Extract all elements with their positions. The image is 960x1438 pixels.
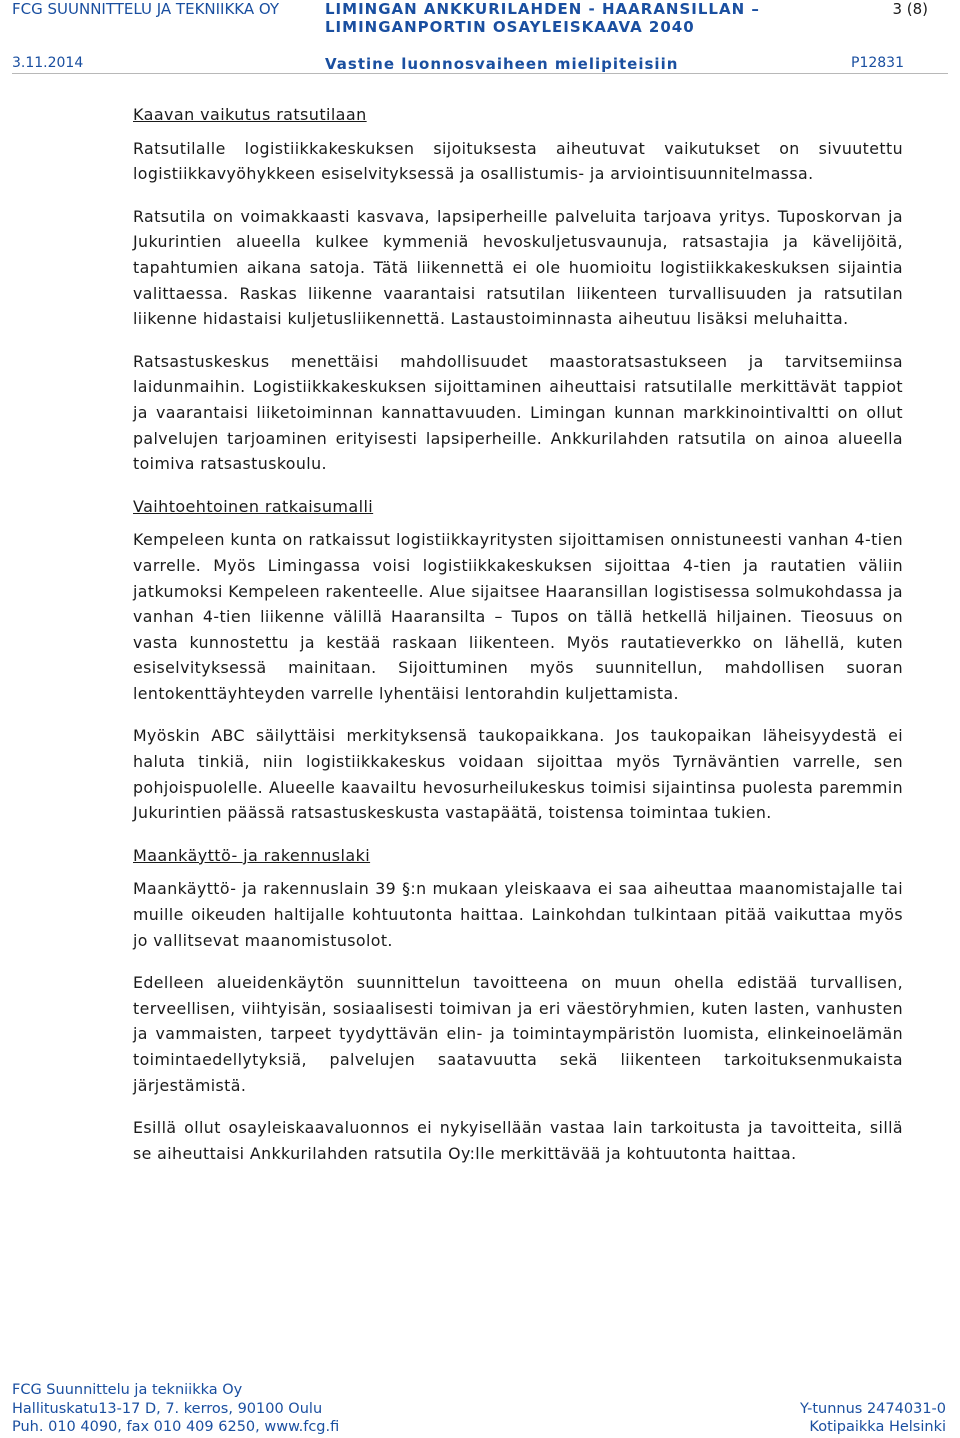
- page-footer: [0, 1382, 960, 1438]
- paragraph: Ratsutila on voimakkaasti kasvava, lapsiperheille palveluita tarjoava yritys. Tuposkorvan ja Jukurintien alueella kulkee kymmeniä hevoskuljetusvaunuja, ratsastajia ja kävelijöitä, tapahtumien aikana satoja. Tätä liikennettä ei ole huomioitu logistiikkakeskuksen sijaintia valittaessa. Raskas liikenne vaarantaisi ratsutilan liikenteen turvallisuuden ja ratsutilan liikenne hidastaisi kuljetusliikennettä. Lastaustoiminnasta aiheutuu lisäksi meluhaitta.: [133, 206, 903, 329]
- footer-domicile: Kotipaikka Helsinki: [809, 1419, 946, 1435]
- header-subtitle: Vastine luonnosvaiheen mielipiteisiin: [325, 55, 679, 73]
- paragraph: Esillä ollut osayleiskaavaluonnos ei nykyisellään vastaa lain tarkoitusta ja tavoitteita, sillä se aiheuttaisi Ankkurilahden ratsutila Oy:lle merkittävää ja kohtuutonta haittaa.: [133, 1118, 903, 1163]
- header-date: 3.11.2014: [12, 55, 84, 71]
- page-header: [0, 0, 960, 72]
- paragraph: Kempeleen kunta on ratkaissut logistiikkayritysten sijoittamisen onnistuneesti vanhan 4-tien varrelle. Myös Limingassa voisi logistiikkakeskuksen sijoittaa 4-tien ja rautatien väliin jatkumoksi Kempeleen rakenteelle. Alue sijaitsee Haaransillan logistisessa solmukohdassa ja vanhan 4-tien liikenne välillä Haaransilta – Tupos on tällä hetkellä hiljainen. Tieosuus on vasta kunnostettu ja kestää raskaan liikenteen. Myös rautatieverkko on lähellä, kuten esiselvityksessä mainitaan. Sijoittuminen myös suunnitellun, mahdollisen suoran lentokenttäyhteyden varrelle lyhentäisi lentorahdin kuljettamista.: [133, 530, 903, 703]
- section-heading: Vaihtoehtoinen ratkaisumalli: [133, 496, 374, 516]
- paragraph: Maankäyttö- ja rakennuslain 39 §:n mukaan yleiskaava ei saa aiheuttaa maanomistajalle tai muille oikeuden haltijalle kohtuutonta haittaa. Lainkohdan tulkintaan pitää vaikuttaa myös jo vallitsevat maanomistusolot.: [133, 879, 903, 950]
- header-project-line2: LIMINGANPORTIN OSAYLEISKAAVA 2040: [325, 18, 695, 36]
- header-divider: [12, 73, 948, 74]
- footer-company: FCG Suunnittelu ja tekniikka Oy: [12, 1382, 243, 1398]
- paragraph: Ratsastuskeskus menettäisi mahdollisuudet maastoratsastukseen ja tarvitsemiinsa laidunmaihin. Logistiikkakeskuksen sijoittaminen aiheuttaisi ratsutilalle merkittävät tappiot ja vaarantaisi liiketoiminnan kannattavuuden. Limingan kunnan markkinointivaltti on ollut palvelujen tarjoaminen erityisesti lapsiperheille. Ankkurilahden ratsutila on ainoa alueella toimiva ratsastuskoulu.: [133, 351, 903, 474]
- paragraph: Edelleen alueidenkäytön suunnittelun tavoitteena on muun ohella edistää turvallisen, terveellisen, viihtyisän, sosiaalisesti toimivan ja eri väestöryhmien, kuten lasten, vanhusten ja vammaisten, tarpeet tyydyttävän elin- ja toimintaympäristön luomista, elinkeinoelämän toimintaedellytyksiä, palvelujen saatavuutta sekä liikenteen tarkoituksenmukaista järjestämistä.: [133, 973, 903, 1095]
- footer-contact: Puh. 010 4090, fax 010 409 6250, www.fcg.fi: [12, 1419, 340, 1435]
- header-project-line1: LIMINGAN ANKKURILAHDEN - HAARANSILLAN –: [325, 0, 760, 18]
- footer-address: Hallituskatu13-17 D, 7. kerros, 90100 Oulu: [12, 1401, 323, 1417]
- header-company: FCG SUUNNITTELU JA TEKNIIKKA OY: [12, 0, 280, 18]
- section-heading: Kaavan vaikutus ratsutilaan: [133, 105, 367, 124]
- page-number: 3 (8): [892, 0, 928, 18]
- document-body: [133, 102, 903, 1183]
- footer-business-id: Y-tunnus 2474031-0: [799, 1401, 946, 1417]
- paragraph: Ratsutilalle logistiikkakeskuksen sijoituksesta aiheutuvat vaikutukset on sivuutettu logistiikkavyöhykkeen esiselvityksessä ja osallistumis- ja arviointisuunnitelmassa.: [133, 138, 903, 184]
- header-project-number: P12831: [851, 55, 904, 71]
- paragraph: Myöskin ABC säilyttäisi merkityksensä taukopaikkana. Jos taukopaikan läheisyydestä ei haluta tinkiä, niin logistiikkakeskus voidaan sijoittaa myös Tyrnäväntien varrelle, sen pohjoispuolelle. Alueelle kaavailtu hevosurheilukeskus toimisi sijaintinsa puolesta paremmin Jukurintien päässä ratsastuskeskusta vastapäätä, toistensa toimintaa tukien.: [133, 726, 903, 823]
- section-heading: Maankäyttö- ja rakennuslaki: [133, 845, 371, 865]
